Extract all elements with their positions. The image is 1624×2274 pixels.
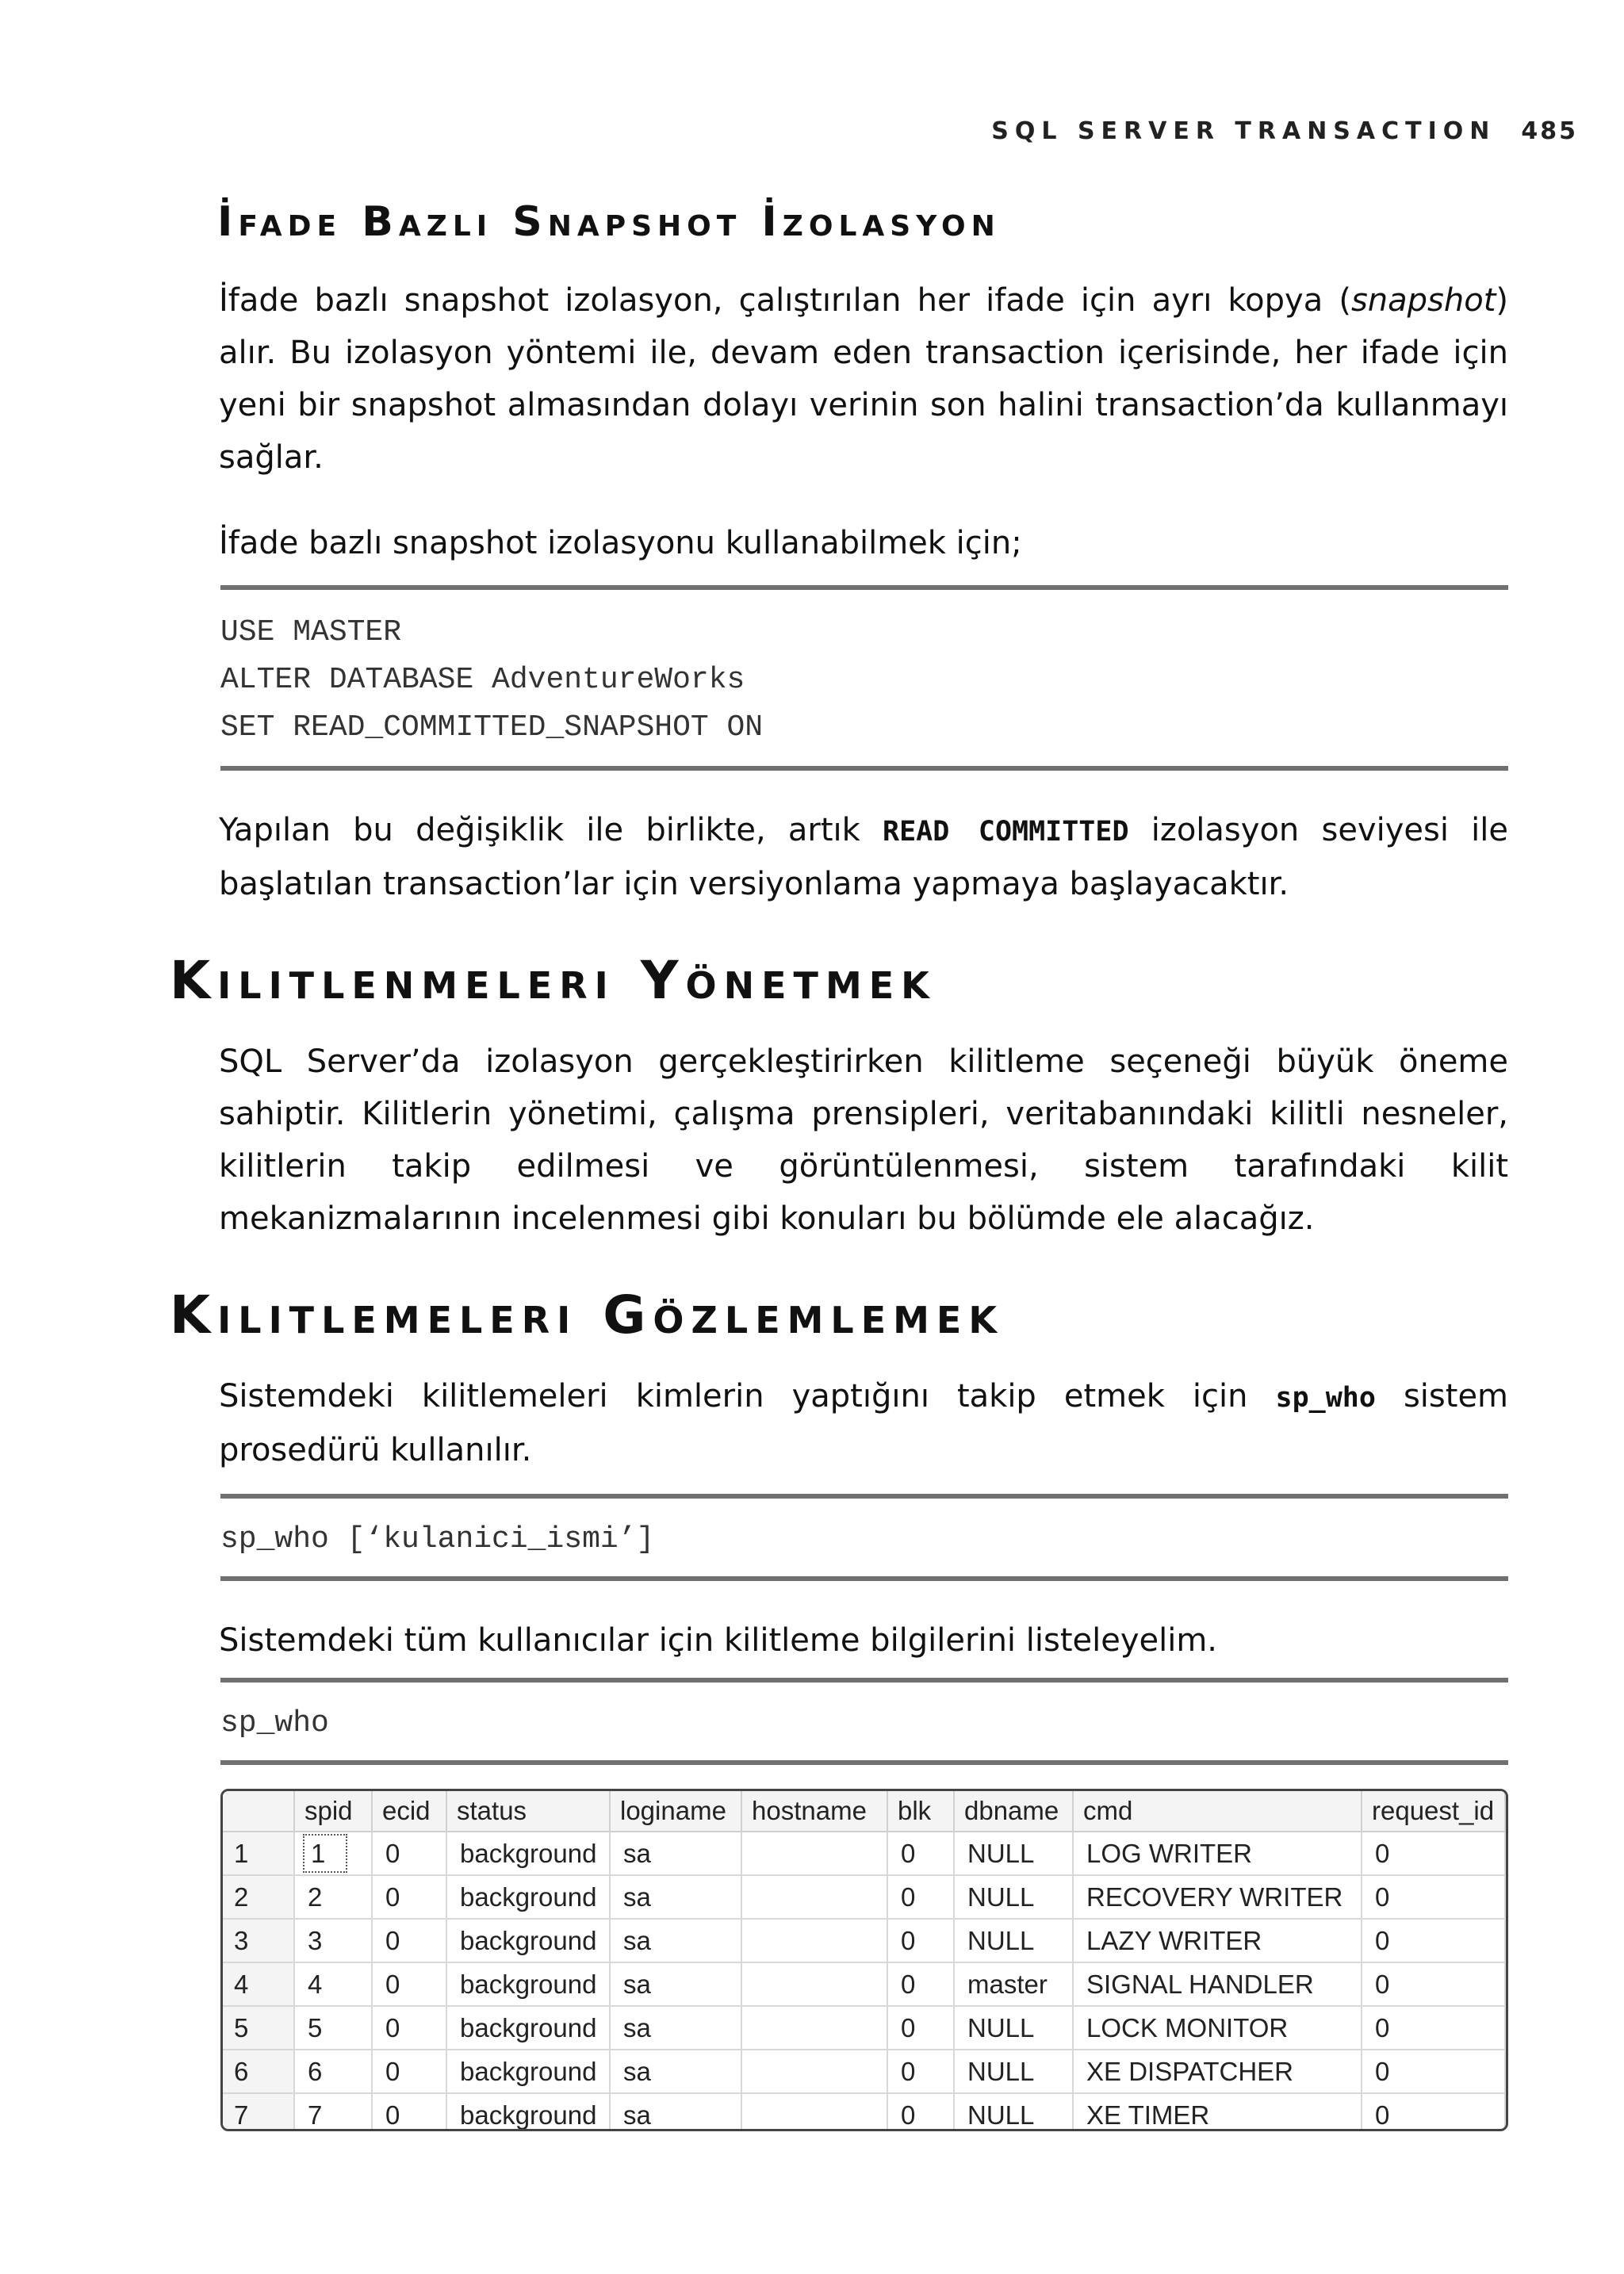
cell-ecid[interactable]: 0	[372, 1962, 446, 2006]
table-row[interactable]	[223, 1832, 1505, 1875]
section-heading-manage-locks: Kilitlenmeleri Yönetmek	[170, 950, 936, 1011]
column-header-blk[interactable]: blk	[887, 1791, 954, 1832]
cell-dbname[interactable]: NULL	[954, 2050, 1073, 2093]
cell-cmd[interactable]: SIGNAL HANDLER	[1073, 1962, 1362, 2006]
cell-request-id[interactable]: 0	[1362, 1832, 1505, 1875]
cell-blk[interactable]: 0	[887, 1962, 954, 2006]
cell-hostname[interactable]	[741, 1962, 887, 2006]
paragraph-text: Yapılan bu değişiklik ile birlikte, artık	[219, 812, 883, 848]
cell-spid[interactable]	[294, 1832, 372, 1875]
cell-spid[interactable]: 5	[294, 2006, 372, 2050]
cell-status[interactable]: background	[446, 1832, 610, 1875]
cell-hostname[interactable]	[741, 1919, 887, 1962]
code-block-sp-who	[220, 1678, 1508, 1765]
cell-ecid[interactable]: 0	[372, 2006, 446, 2050]
cell-hostname[interactable]	[741, 1832, 887, 1875]
column-header-cmd[interactable]: cmd	[1073, 1791, 1362, 1832]
paragraph-versioning-note	[219, 804, 1508, 910]
cell-loginame[interactable]: sa	[610, 2050, 741, 2093]
paragraph-text: izolasyon seviyesi ile başlatılan transaction’lar için versiyonlama yapmaya başlayacaktır.	[219, 812, 1508, 902]
cell-request-id[interactable]: 0	[1362, 1919, 1505, 1962]
cell-value: 1	[308, 1839, 343, 1868]
cell-ecid[interactable]: 0	[372, 2050, 446, 2093]
cell-hostname[interactable]	[741, 2050, 887, 2093]
table-row[interactable]	[223, 1919, 1505, 1962]
cell-blk[interactable]: 0	[887, 2050, 954, 2093]
code-block-sp-who-syntax	[220, 1494, 1508, 1581]
cell-cmd[interactable]: XE DISPATCHER	[1073, 2050, 1362, 2093]
cell-cmd[interactable]: LAZY WRITER	[1073, 1919, 1362, 1962]
table-row[interactable]	[223, 1962, 1505, 2006]
code-line: sp_who	[220, 1706, 329, 1740]
cell-loginame[interactable]: sa	[610, 1962, 741, 2006]
cell-cmd[interactable]: RECOVERY WRITER	[1073, 1875, 1362, 1919]
table-row[interactable]	[223, 2006, 1505, 2050]
inline-code-read-committed: READ COMMITTED	[883, 816, 1129, 848]
cell-ecid[interactable]: 0	[372, 1832, 446, 1875]
cell-blk[interactable]: 0	[887, 2093, 954, 2131]
paragraph-text: sistem prosedürü kullanılır.	[219, 1378, 1509, 1468]
subsection-heading-statement-snapshot: İfade Bazlı Snapshot İzolasyon	[217, 198, 1001, 246]
row-number[interactable]: 3	[223, 1919, 294, 1962]
results-table	[223, 1791, 1506, 2131]
code-line: sp_who [‘kulanici_ismi’]	[220, 1522, 655, 1556]
paragraph-manage-locks: SQL Server’da izolasyon gerçekleştirirken kilitleme seçeneği büyük öneme sahiptir. Kilitlerin yönetimi, çalışma prensipleri, veritabanındaki kilitli nesneler, kilitlerin takip edilmesi ve görüntülenmesi, sistem tarafındaki kilit mekanizmalarının incelenmesi gibi konuları bu bölümde ele alacağız.	[219, 1043, 1508, 1237]
cell-dbname[interactable]: NULL	[954, 1832, 1073, 1875]
cell-status[interactable]: background	[446, 2006, 610, 2050]
cell-loginame[interactable]: sa	[610, 1875, 741, 1919]
paragraph-text: İfade bazlı snapshot izolasyon, çalıştırılan her ifade için ayrı kopya (	[219, 282, 1351, 319]
cell-loginame[interactable]: sa	[610, 1832, 741, 1875]
cell-ecid[interactable]: 0	[372, 2093, 446, 2131]
row-number[interactable]: 7	[223, 2093, 294, 2131]
cell-dbname[interactable]: NULL	[954, 2006, 1073, 2050]
cell-blk[interactable]: 0	[887, 1875, 954, 1919]
column-header-hostname[interactable]: hostname	[741, 1791, 887, 1832]
cell-spid[interactable]: 2	[294, 1875, 372, 1919]
cell-blk[interactable]: 0	[887, 1919, 954, 1962]
cell-request-id[interactable]: 0	[1362, 2093, 1505, 2131]
paragraph-list-all-users: Sistemdeki tüm kullanıcılar için kilitleme bilgilerini listeleyelim.	[219, 1622, 1218, 1659]
cell-request-id[interactable]: 0	[1362, 2006, 1505, 2050]
row-number[interactable]: 1	[223, 1832, 294, 1875]
column-header-status[interactable]: status	[446, 1791, 610, 1832]
cell-dbname[interactable]: NULL	[954, 1919, 1073, 1962]
row-number[interactable]: 2	[223, 1875, 294, 1919]
cell-spid[interactable]: 6	[294, 2050, 372, 2093]
column-header-dbname[interactable]: dbname	[954, 1791, 1073, 1832]
emphasis-snapshot: snapshot	[1350, 282, 1496, 319]
cell-spid[interactable]: 4	[294, 1962, 372, 2006]
table-row[interactable]	[223, 2093, 1505, 2131]
cell-status[interactable]: background	[446, 1962, 610, 2006]
code-block-alter-database	[220, 585, 1508, 771]
column-header-loginame[interactable]: loginame	[610, 1791, 741, 1832]
cell-status[interactable]: background	[446, 2050, 610, 2093]
table-row[interactable]	[223, 1875, 1505, 1919]
section-heading-observe-locks: Kilitlemeleri Gözlemlemek	[170, 1284, 1004, 1346]
cell-request-id[interactable]: 0	[1362, 2050, 1505, 2093]
cell-loginame[interactable]: sa	[610, 1919, 741, 1962]
column-header-request-id[interactable]: request_id	[1362, 1791, 1505, 1832]
cell-request-id[interactable]: 0	[1362, 1875, 1505, 1919]
paragraph-text: ) alır. Bu izolasyon yöntemi ile, devam eden transaction içerisinde, her ifade için yeni bir snapshot almasından dolayı verinin son halini transaction’da kullanmayı sağlar.	[219, 282, 1508, 476]
column-header-ecid[interactable]: ecid	[372, 1791, 446, 1832]
cell-ecid[interactable]: 0	[372, 1875, 446, 1919]
cell-hostname[interactable]	[741, 2093, 887, 2131]
column-header-spid[interactable]: spid	[294, 1791, 372, 1832]
cell-dbname[interactable]: master	[954, 1962, 1073, 2006]
page-number: 485	[1521, 117, 1578, 145]
paragraph-sp-who-intro	[219, 1370, 1508, 1476]
running-header-title: SQL SERVER TRANSACTION	[991, 117, 1496, 145]
cell-spid[interactable]: 7	[294, 2093, 372, 2131]
row-number[interactable]: 6	[223, 2050, 294, 2093]
cell-request-id[interactable]: 0	[1362, 1962, 1505, 2006]
cell-status[interactable]: background	[446, 1919, 610, 1962]
table-row[interactable]	[223, 2050, 1505, 2093]
cell-dbname[interactable]: NULL	[954, 2093, 1073, 2131]
cell-blk[interactable]: 0	[887, 1832, 954, 1875]
running-header	[991, 117, 1578, 145]
cell-status[interactable]: background	[446, 1875, 610, 1919]
cell-cmd[interactable]: XE TIMER	[1073, 2093, 1362, 2131]
header-row	[223, 1791, 1505, 1832]
cell-cmd[interactable]: LOG WRITER	[1073, 1832, 1362, 1875]
cell-spid[interactable]: 3	[294, 1919, 372, 1962]
cell-loginame[interactable]: sa	[610, 2006, 741, 2050]
paragraph-statement-snapshot-intro	[219, 274, 1508, 484]
row-number[interactable]: 4	[223, 1962, 294, 2006]
cell-ecid[interactable]: 0	[372, 1919, 446, 1962]
cell-hostname[interactable]	[741, 2006, 887, 2050]
code-line: ALTER DATABASE AdventureWorks	[220, 663, 745, 697]
inline-code-sp-who: sp_who	[1275, 1382, 1376, 1414]
code-line: USE MASTER	[220, 615, 402, 649]
paragraph-text: Sistemdeki kilitlemeleri kimlerin yaptığını takip etmek için	[219, 1378, 1276, 1415]
column-header	[223, 1791, 294, 1832]
cell-hostname[interactable]	[741, 1875, 887, 1919]
code-line: SET READ_COMMITTED_SNAPSHOT ON	[220, 710, 764, 745]
cell-status[interactable]: background	[446, 2093, 610, 2131]
cell-blk[interactable]: 0	[887, 2006, 954, 2050]
results-grid	[220, 1789, 1508, 2131]
cell-cmd[interactable]: LOCK MONITOR	[1073, 2006, 1362, 2050]
cell-dbname[interactable]: NULL	[954, 1875, 1073, 1919]
row-number[interactable]: 5	[223, 2006, 294, 2050]
cell-loginame[interactable]: sa	[610, 2093, 741, 2131]
paragraph-statement-snapshot-usage: İfade bazlı snapshot izolasyonu kullanabilmek için;	[219, 525, 1022, 561]
